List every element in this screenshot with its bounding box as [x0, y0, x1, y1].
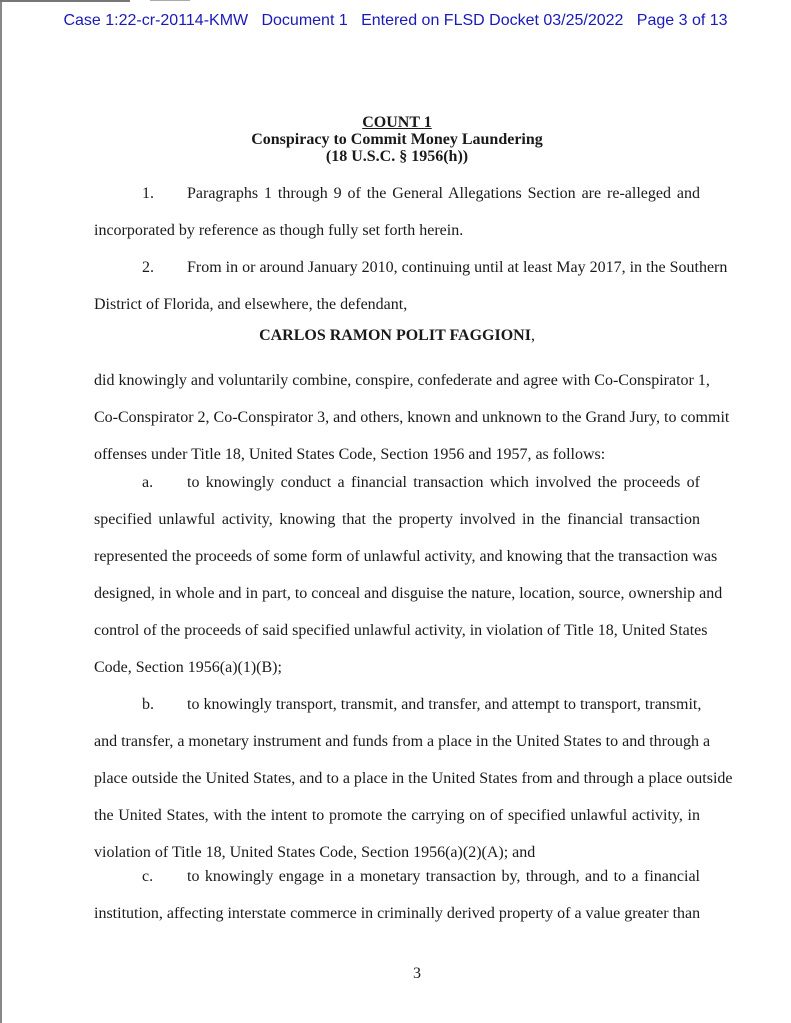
- text-span: Co-Conspirator 2, Co-Conspirator 3, and others, known and unknown to the Grand Jury, to commit: [94, 409, 730, 426]
- text-line: [94, 905, 700, 923]
- count-title: COUNT 1: [362, 114, 432, 131]
- count-heading: [94, 114, 700, 165]
- case-header-stamp: Case 1:22-cr-20114-KMW Document 1 Entered on FLSD Docket 03/25/2022 Page 3 of 13: [63, 12, 728, 29]
- text-line: [94, 548, 718, 566]
- page-number: 3: [413, 965, 421, 982]
- text-line: [94, 622, 708, 640]
- paragraph-number: 1.: [142, 185, 154, 202]
- text-span: to knowingly engage in a monetary transaction by, through, and to a financial: [187, 868, 700, 885]
- paragraph-text: District of Florida, and elsewhere, the defendant,: [94, 296, 408, 313]
- text-line: [94, 659, 700, 677]
- defendant-name-line: [94, 327, 700, 345]
- defendant-name: CARLOS RAMON POLIT FAGGIONI: [259, 327, 531, 344]
- text-span: and transfer, a monetary instrument and funds from a place in the United States to and through a: [94, 733, 711, 750]
- text-line: [94, 770, 733, 788]
- count-subtitle: Conspiracy to Commit Money Laundering: [251, 131, 543, 148]
- paragraph-text: From in or around January 2010, continuing until at least May 2017, in the Southern: [187, 259, 728, 276]
- text-line: [94, 409, 730, 427]
- text-line: [94, 446, 700, 464]
- text-span: did knowingly and voluntarily combine, conspire, confederate and agree with Co-Conspirator 1,: [94, 372, 710, 389]
- text-line: [94, 372, 710, 390]
- text-line: [94, 511, 700, 529]
- paragraph-line: [94, 296, 700, 314]
- text-line: [94, 807, 700, 825]
- text-span: designed, in whole and in part, to conceal and disguise the nature, location, source, ownership and: [94, 585, 723, 602]
- text-span: represented the proceeds of some form of unlawful activity, and knowing that the transaction was: [94, 548, 718, 565]
- text-line: [94, 733, 711, 751]
- text-line: [94, 585, 723, 603]
- text-span: Code, Section 1956(a)(1)(B);: [94, 659, 282, 676]
- text-span: to knowingly conduct a financial transaction which involved the proceeds of: [187, 474, 700, 491]
- text-span: offenses under Title 18, United States Code, Section 1956 and 1957, as follows:: [94, 446, 606, 463]
- scan-edge-artifact: [0, 0, 2, 1023]
- text-span: violation of Title 18, United States Code, Section 1956(a)(2)(A); and: [94, 844, 536, 861]
- paragraph-text: Paragraphs 1 through 9 of the General Allegations Section are re-alleged and: [187, 185, 700, 202]
- defendant-suffix: ,: [530, 327, 535, 344]
- text-span: to knowingly transport, transmit, and transfer, and attempt to transport, transmit,: [187, 696, 702, 713]
- text-span: institution, affecting interstate commerce in criminally derived property of a value greater than: [94, 905, 701, 922]
- subparagraph-letter: b.: [142, 696, 154, 713]
- text-span: place outside the United States, and to a place in the United States from and through a place outside: [94, 770, 733, 787]
- text-span: the United States, with the intent to promote the carrying on of specified unlawful activity, in: [94, 807, 700, 824]
- text-span: control of the proceeds of said specified unlawful activity, in violation of Title 18, United States: [94, 622, 708, 639]
- paragraph-number: 2.: [142, 259, 154, 276]
- count-statute: (18 U.S.C. § 1956(h)): [325, 148, 469, 165]
- paragraph-text: incorporated by reference as though fully set forth herein.: [94, 222, 464, 239]
- scan-top-artifact-2: [150, 0, 190, 1]
- text-line: [94, 844, 700, 862]
- subparagraph-letter: c.: [142, 868, 154, 885]
- scan-top-artifact: [0, 0, 130, 2]
- subparagraph-letter: a.: [142, 474, 154, 491]
- text-span: specified unlawful activity, knowing that the property involved in the financial transaction: [94, 511, 700, 528]
- paragraph-line: [94, 222, 700, 240]
